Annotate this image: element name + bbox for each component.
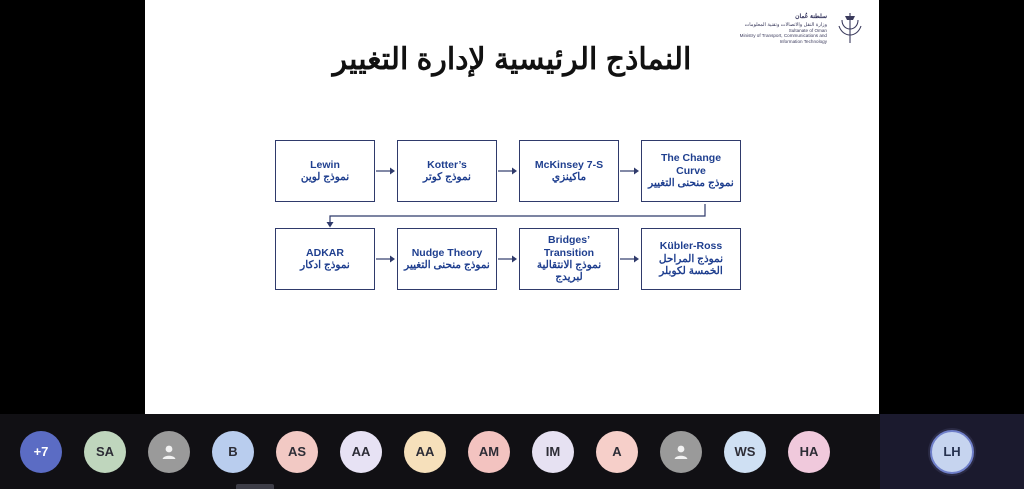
diagram-row-2 (275, 228, 755, 290)
logo-org-ar-top: سلطنة عُمان (795, 14, 827, 20)
avatar-participant-SA[interactable]: SA (84, 431, 126, 473)
arrow-right-icon (619, 140, 641, 202)
avatar-participant-A[interactable]: A (596, 431, 638, 473)
node-kotter (397, 140, 497, 202)
node-label-en: Kotter’s (427, 158, 467, 171)
avatar-participant-WS[interactable]: WS (724, 431, 766, 473)
node-label-ar: نموذج ادكار (300, 259, 350, 271)
node-label-en: Bridges’ Transition (543, 234, 595, 259)
slide-title: النماذج الرئيسية لإدارة التغيير (332, 43, 692, 76)
node-change-curve (641, 140, 741, 202)
avatar-participant-B[interactable]: B (212, 431, 254, 473)
change-models-diagram (275, 140, 755, 290)
node-adkar (275, 228, 375, 290)
arrow-right-icon (375, 228, 397, 290)
avatar-person-icon[interactable] (660, 431, 702, 473)
arrow-right-icon (619, 228, 641, 290)
avatar-person-icon[interactable] (148, 431, 190, 473)
logo-org-ar-main: وزارة النقل والاتصالات وتقنية المعلومات (744, 21, 827, 28)
arrow-right-icon (497, 140, 519, 202)
avatar-participant-IM[interactable]: IM (532, 431, 574, 473)
node-label-ar: نموذج الانتقالية لبريدج (536, 259, 602, 284)
logo-org-en-main2: Information Technology (779, 39, 827, 45)
logo-org-en-top: Sultanate of Oman (788, 27, 827, 33)
node-mckinsey (519, 140, 619, 202)
avatar-overflow-count[interactable]: +7 (20, 431, 62, 473)
node-label-ar: نموذج منحنى التغيير (404, 259, 490, 271)
node-label-en: Kübler-Ross (659, 240, 723, 253)
avatar-participant-AA[interactable]: AA (340, 431, 382, 473)
arrow-right-icon (497, 228, 519, 290)
diagram-row-1 (275, 140, 755, 202)
avatar-self[interactable]: LH (930, 430, 974, 474)
avatar-participant-AS[interactable]: AS (276, 431, 318, 473)
self-tile[interactable] (880, 414, 1024, 489)
node-label-ar: نموذج المراحل الخمسة لكوبلر (658, 252, 724, 278)
node-label-en: Lewin (310, 158, 340, 171)
node-label-en: ADKAR (306, 246, 344, 259)
node-label-ar: نموذج كوتر (423, 171, 471, 183)
logo-text-block (740, 10, 827, 45)
logo-org-en-main: Ministry of Transport, Communications and (739, 33, 827, 39)
node-label-ar: ماكينزي (551, 171, 587, 183)
elbow-connector (275, 202, 755, 228)
node-kubler-ross (641, 228, 741, 290)
node-lewin (275, 140, 375, 202)
node-label-ar: نموذج منحنى التغيير (648, 177, 734, 190)
node-label-en: McKinsey 7-S (534, 158, 604, 171)
node-label-en: The Change Curve (660, 152, 722, 177)
node-label-en: Nudge Theory (411, 246, 483, 259)
arrow-right-icon (375, 140, 397, 202)
slide-canvas (145, 0, 879, 414)
participants-strip[interactable] (0, 431, 880, 473)
avatar-participant-AA[interactable]: AA (404, 431, 446, 473)
participants-bar (0, 414, 1024, 489)
node-bridges-transition (519, 228, 619, 290)
node-nudge-theory (397, 228, 497, 290)
avatar-participant-HA[interactable]: HA (788, 431, 830, 473)
avatar-participant-AM[interactable]: AM (468, 431, 510, 473)
node-label-ar: نموذج لوين (300, 171, 350, 183)
drag-handle[interactable] (236, 484, 274, 489)
